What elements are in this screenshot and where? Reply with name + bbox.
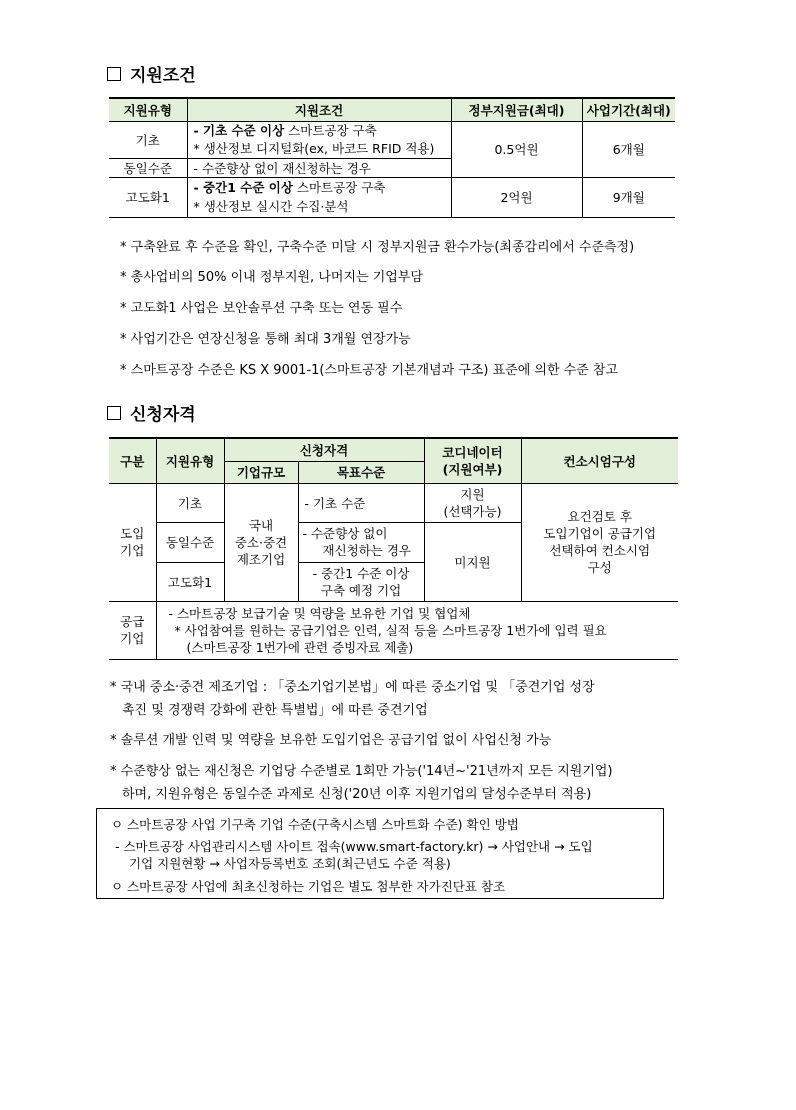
info-line: - 스마트공장 사업관리시스템 사이트 접속(www.smart-factory.kr) → 사업안내 → 도입: [115, 839, 593, 854]
coordinator-support: 지원: [460, 486, 485, 502]
note-item: * 스마트공장 수준은 KS X 9001-1(스마트공장 기본개념과 구조) 표준에 의한 수준 참고: [120, 363, 619, 378]
type-cell: 고도화1: [109, 177, 187, 217]
target-line2: 구축 예정 기업: [320, 582, 402, 598]
section-heading-eligibility: [107, 400, 196, 425]
consortium-line3: 선택하여 컨소시엄: [549, 543, 651, 558]
type-cell: 동일수준: [109, 158, 187, 177]
supplier-desc-line3: (스마트공장 1번가에 관련 증빙자료 제출): [186, 639, 414, 655]
condition-cell: [187, 177, 451, 217]
header-category: 구분: [109, 438, 156, 483]
checkbox-square-icon: [107, 406, 121, 420]
supplier-line2: 기업: [120, 631, 145, 646]
supplier-line1: 공급: [120, 614, 145, 629]
note-item: * 솔루션 개발 인력 및 역량을 보유한 도입기업은 공급기업 없이 사업신청 가능: [110, 733, 552, 748]
consortium-line1: 요건검토 후: [567, 509, 632, 524]
condition-cell: [187, 121, 451, 158]
period-cell: 6개월: [612, 142, 645, 157]
size-line1: 국내: [248, 517, 274, 533]
target-line2: 재신청하는 경우: [322, 543, 411, 558]
supplier-desc-line2: * 사업참여를 원하는 공급기업은 인력, 실적 등을 스마트공장 1번가에 입력 필요: [174, 622, 607, 638]
header-consortium: 컨소시엄구성: [521, 438, 678, 483]
coordinator-optional: (선택가능): [443, 503, 502, 519]
size-cell: [224, 483, 298, 601]
coordinator-cell: [424, 483, 521, 522]
info-line: 기업 지원현황 → 사업자등록번호 조회(최근년도 수준 적용): [129, 856, 451, 871]
type-cell: 기초: [156, 483, 224, 522]
consortium-cell: [521, 483, 678, 601]
header-type: 지원유형: [109, 98, 187, 121]
note-item-cont: 하며, 지원유형은 동일수준 과제로 신청('20년 이후 지원기업의 달성수준부터 적용): [122, 787, 592, 802]
type-cell: 기초: [109, 121, 187, 158]
target-line1: - 중간1 수준 이상: [312, 565, 410, 581]
header-period: 사업기간(최대): [582, 98, 675, 121]
header-coordinator-line2: (지원여부): [442, 461, 503, 477]
type-cell: 고도화1: [156, 562, 224, 601]
header-target: 목표수준: [298, 461, 424, 483]
header-size: 기업규모: [224, 461, 298, 483]
section-heading-support-conditions: [107, 61, 196, 86]
header-type: 지원유형: [156, 438, 224, 483]
supplier-desc-line1: - 스마트공장 보급기술 및 역량을 보유한 기업 및 협업체: [168, 605, 471, 621]
eligibility-table: [109, 437, 678, 660]
note-item: * 사업기간은 연장신청을 통해 최대 3개월 연장가능: [120, 332, 411, 347]
info-box: [96, 808, 664, 899]
checkbox-square-icon: [107, 67, 121, 81]
note-item: * 구축완료 후 수준을 확인, 구축수준 미달 시 정부지원금 환수가능(최종감리에서 수준측정): [120, 240, 635, 255]
condition-detail: * 생산정보 실시간 수집·분석: [193, 199, 349, 214]
target-cell: - 기초 수준: [298, 483, 424, 522]
intro-company-cell: [109, 483, 156, 601]
target-cell: [298, 562, 424, 601]
support-conditions-table: [109, 97, 675, 218]
note-item: * 국내 중소·중견 제조기업 : 「중소기업기본법」에 따른 중소기업 및 「중견기업 성장: [110, 680, 595, 695]
condition-bold: - 기초 수준 이상: [193, 122, 285, 138]
intro-line2: 기업: [120, 543, 145, 558]
supplier-desc-cell: [156, 601, 678, 659]
target-cell: [298, 522, 424, 562]
fund-cell: 2억원: [451, 177, 582, 217]
section-title: 지원조건: [130, 66, 196, 86]
note-item: * 수준향상 없는 재신청은 기업당 수준별로 1회만 가능('14년~'21년까지 모든 지원기업): [110, 764, 613, 779]
header-fund: 정부지원금(최대): [451, 98, 582, 121]
header-coordinator-line1: 코디네이터: [442, 444, 503, 460]
header-condition: 지원조건: [187, 98, 451, 121]
info-line: ㅇ 스마트공장 사업에 최초신청하는 기업은 별도 첨부한 자가진단표 참조: [111, 879, 506, 894]
consortium-line4: 구성: [587, 560, 612, 575]
target-line1: - 수준향상 없이: [302, 526, 388, 541]
consortium-line2: 도입기업이 공급기업: [543, 526, 657, 541]
section-title: 신청자격: [130, 405, 196, 425]
condition-detail: * 생산정보 디지털화(ex, 바코드 RFID 적용): [193, 140, 435, 156]
intro-line1: 도입: [120, 526, 145, 541]
supplier-cell: [109, 601, 156, 659]
condition-cell: - 수준향상 없이 재신청하는 경우: [187, 158, 451, 177]
condition-bold: - 중간1 수준 이상: [193, 180, 293, 195]
header-qualification: 신청자격: [224, 438, 424, 461]
fund-cell: 0.5억원: [451, 121, 582, 177]
note-item-cont: 촉진 및 경쟁력 강화에 관한 특별법」에 따른 중견기업: [122, 703, 428, 718]
note-item: * 고도화1 사업은 보안솔루션 구축 또는 연동 필수: [120, 301, 403, 316]
period-cell: 9개월: [612, 190, 645, 205]
note-item: * 총사업비의 50% 이내 정부지원, 나머지는 기업부담: [120, 270, 423, 285]
type-cell: 동일수준: [156, 522, 224, 562]
header-coordinator: [424, 438, 521, 483]
size-line2: 중소·중견: [234, 534, 288, 550]
condition-text: 스마트공장 구축: [292, 180, 386, 195]
size-line3: 제조기업: [236, 551, 286, 567]
info-line: ㅇ 스마트공장 사업 기구축 기업 수준(구축시스템 스마트화 수준) 확인 방법: [111, 817, 519, 832]
coordinator-cell: 미지원: [424, 522, 521, 601]
condition-text: 스마트공장 구축: [284, 122, 377, 138]
